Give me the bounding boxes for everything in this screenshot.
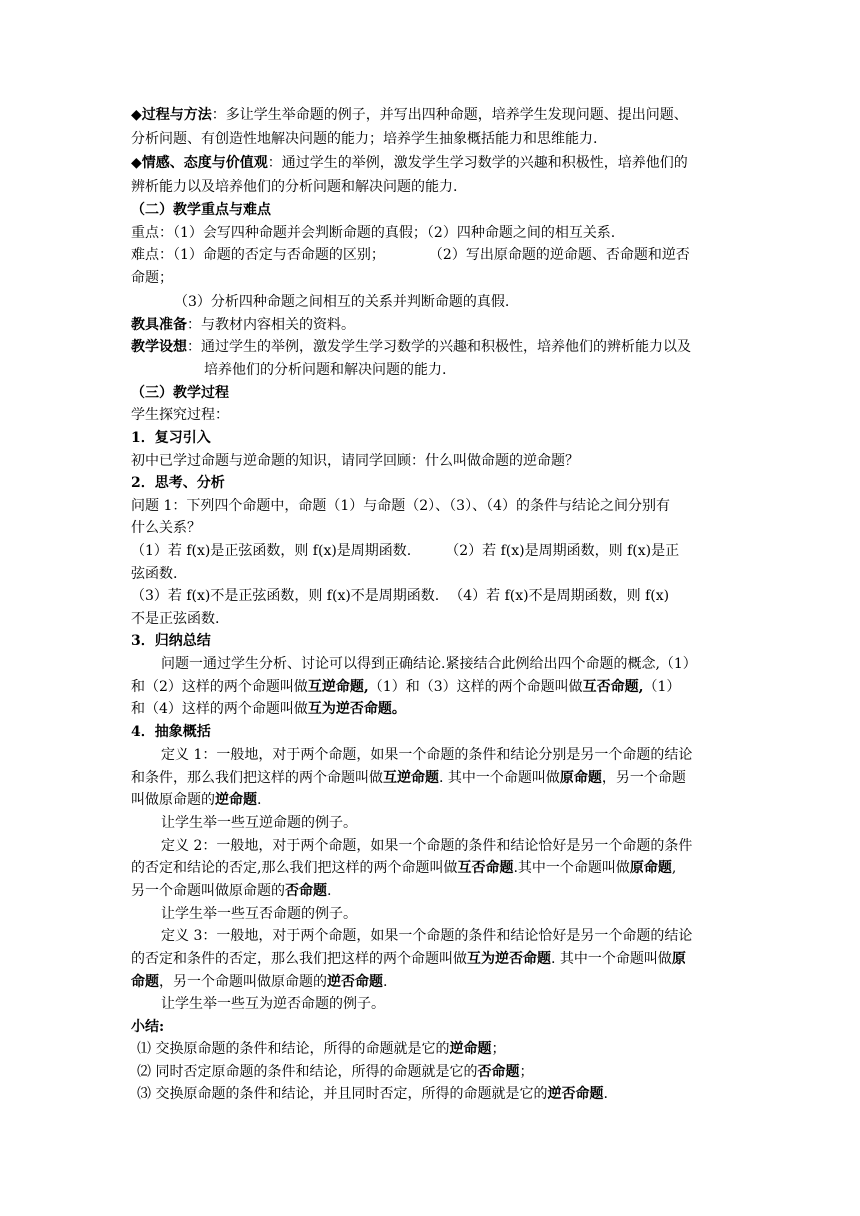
text-line: 的否定和结论的否定,那么我们把这样的两个命题叫做互否命题.其中一个命题叫做原命题, bbox=[131, 860, 677, 876]
text-line: 什么关系？ bbox=[131, 520, 201, 536]
teaching-aids-line: 教具准备：与教材内容相关的资料。 bbox=[131, 317, 355, 333]
step-heading-review: 1．复习引入 bbox=[131, 430, 211, 446]
text-line: 学生探究过程： bbox=[131, 407, 229, 423]
text-line: 的否定和条件的否定，那么我们把这样的两个命题叫做互为逆否命题. 其中一个命题叫做原 bbox=[131, 951, 686, 967]
text-line: 辨析能力以及培养他们的分析问题和解决问题的能力. bbox=[131, 179, 458, 195]
text-line: 和（2）这样的两个命题叫做互逆命题,（1）和（3）这样的两个命题叫做互否命题,（1） bbox=[131, 679, 681, 695]
proposition-pair-1-2: （1）若 f(x)是正弦函数，则 f(x)是周期函数. （2）若 f(x)是周期函数，则 f(x)是正 bbox=[131, 543, 680, 559]
heading-emotion-values: 情感、态度与价值观 bbox=[141, 155, 268, 171]
text-line: 培养他们的分析问题和解决问题的能力. bbox=[204, 362, 447, 378]
section-heading-key-points: （二）教学重点与难点 bbox=[131, 202, 271, 218]
difficulties-line: 难点：（1）命题的否定与否命题的区别； （2）写出原命题的逆命题、否命题和逆否 bbox=[131, 247, 690, 263]
definition-2: 定义 2：一般地，对于两个命题，如果一个命题的条件和结论恰好是另一个命题的条件 bbox=[161, 838, 693, 854]
text-line: 命题； bbox=[131, 270, 173, 286]
term-inverse-pair: 互否命题, bbox=[582, 679, 644, 695]
summary-item-2: ⑵ 同时否定原命题的条件和结论，所得的命题就是它的否命题； bbox=[137, 1064, 534, 1080]
text-line: 不是正弦函数. bbox=[131, 611, 220, 627]
term-contrapositive-pair: 互为逆否命题。 bbox=[307, 701, 406, 717]
heading-teaching-idea: 教学设想 bbox=[131, 339, 187, 355]
text-line: 让学生举一些互逆命题的例子。 bbox=[161, 815, 357, 831]
summary-heading: 小结: bbox=[131, 1019, 165, 1035]
objective-emotion-values: ◆情感、态度与价值观：通过学生的举例，激发学生学习数学的兴趣和积极性，培养他们的 bbox=[131, 155, 688, 171]
text-line: 分析问题、有创造性地解决问题的能力；培养学生抽象概括能力和思维能力. bbox=[131, 131, 598, 147]
text-line: 弦函数. bbox=[131, 566, 178, 582]
text-line: 另一个命题叫做原命题的否命题. bbox=[131, 883, 332, 899]
diamond-bullet-icon: ◆ bbox=[131, 155, 142, 171]
objective-process-method: ◆过程与方法：多让学生举命题的例子，并写出四种命题，培养学生发现问题、提出问题、 bbox=[131, 107, 688, 123]
text-line: 叫做原命题的逆命题. bbox=[131, 792, 262, 808]
text-line: 和条件，那么我们把这样的两个命题叫做互逆命题. 其中一个命题叫做原命题，另一个命题 bbox=[131, 770, 686, 786]
step-heading-summary: 3．归纳总结 bbox=[131, 633, 211, 649]
summary-item-1: ⑴ 交换原命题的条件和结论，所得的命题就是它的逆命题； bbox=[137, 1041, 506, 1057]
step-heading-abstraction: 4．抽象概括 bbox=[131, 724, 211, 740]
teaching-idea-line: 教学设想：通过学生的举例，激发学生学习数学的兴趣和积极性，培养他们的辨析能力以及 bbox=[131, 339, 691, 355]
question-line: 问题 1：下列四个命题中，命题（1）与命题（2）、（3）、（4）的条件与结论之间分别有 bbox=[131, 498, 670, 514]
heading-teaching-aids: 教具准备 bbox=[131, 317, 187, 333]
key-points-line: 重点：（1）会写四种命题并会判断命题的真假；（2）四种命题之间的相互关系. bbox=[131, 225, 616, 241]
text-line: 命题，另一个命题叫做原命题的逆否命题. bbox=[131, 974, 388, 990]
term-converse-pair: 互逆命题, bbox=[307, 679, 369, 695]
text-line: 初中已学过命题与逆命题的知识，请同学回顾：什么叫做命题的逆命题？ bbox=[131, 453, 579, 469]
text-line: 让学生举一些互否命题的例子。 bbox=[161, 906, 357, 922]
difficulties-item-3: （3）分析四种命题之间相互的关系并判断命题的真假. bbox=[174, 294, 510, 310]
definition-1: 定义 1：一般地，对于两个命题，如果一个命题的条件和结论分别是另一个命题的结论 bbox=[161, 747, 693, 763]
text-line: 问题一通过学生分析、讨论可以得到正确结论.紧接结合此例给出四个命题的概念,（1） bbox=[161, 656, 697, 672]
text-line: 和（4）这样的两个命题叫做互为逆否命题。 bbox=[131, 701, 406, 717]
text-line: 让学生举一些互为逆否命题的例子。 bbox=[161, 996, 385, 1012]
proposition-pair-3-4: （3）若 f(x)不是正弦函数，则 f(x)不是周期函数. （4）若 f(x)不是周期函数，则 f(x) bbox=[131, 588, 670, 604]
heading-process-method: 过程与方法 bbox=[141, 107, 212, 123]
definition-3: 定义 3：一般地，对于两个命题，如果一个命题的条件和结论恰好是另一个命题的结论 bbox=[161, 928, 693, 944]
section-heading-teaching-process: （三）教学过程 bbox=[131, 385, 229, 401]
summary-item-3: ⑶ 交换原命题的条件和结论，并且同时否定，所得的命题就是它的逆否命题. bbox=[137, 1086, 608, 1102]
diamond-bullet-icon: ◆ bbox=[131, 107, 142, 123]
step-heading-think: 2．思考、分析 bbox=[131, 475, 225, 491]
